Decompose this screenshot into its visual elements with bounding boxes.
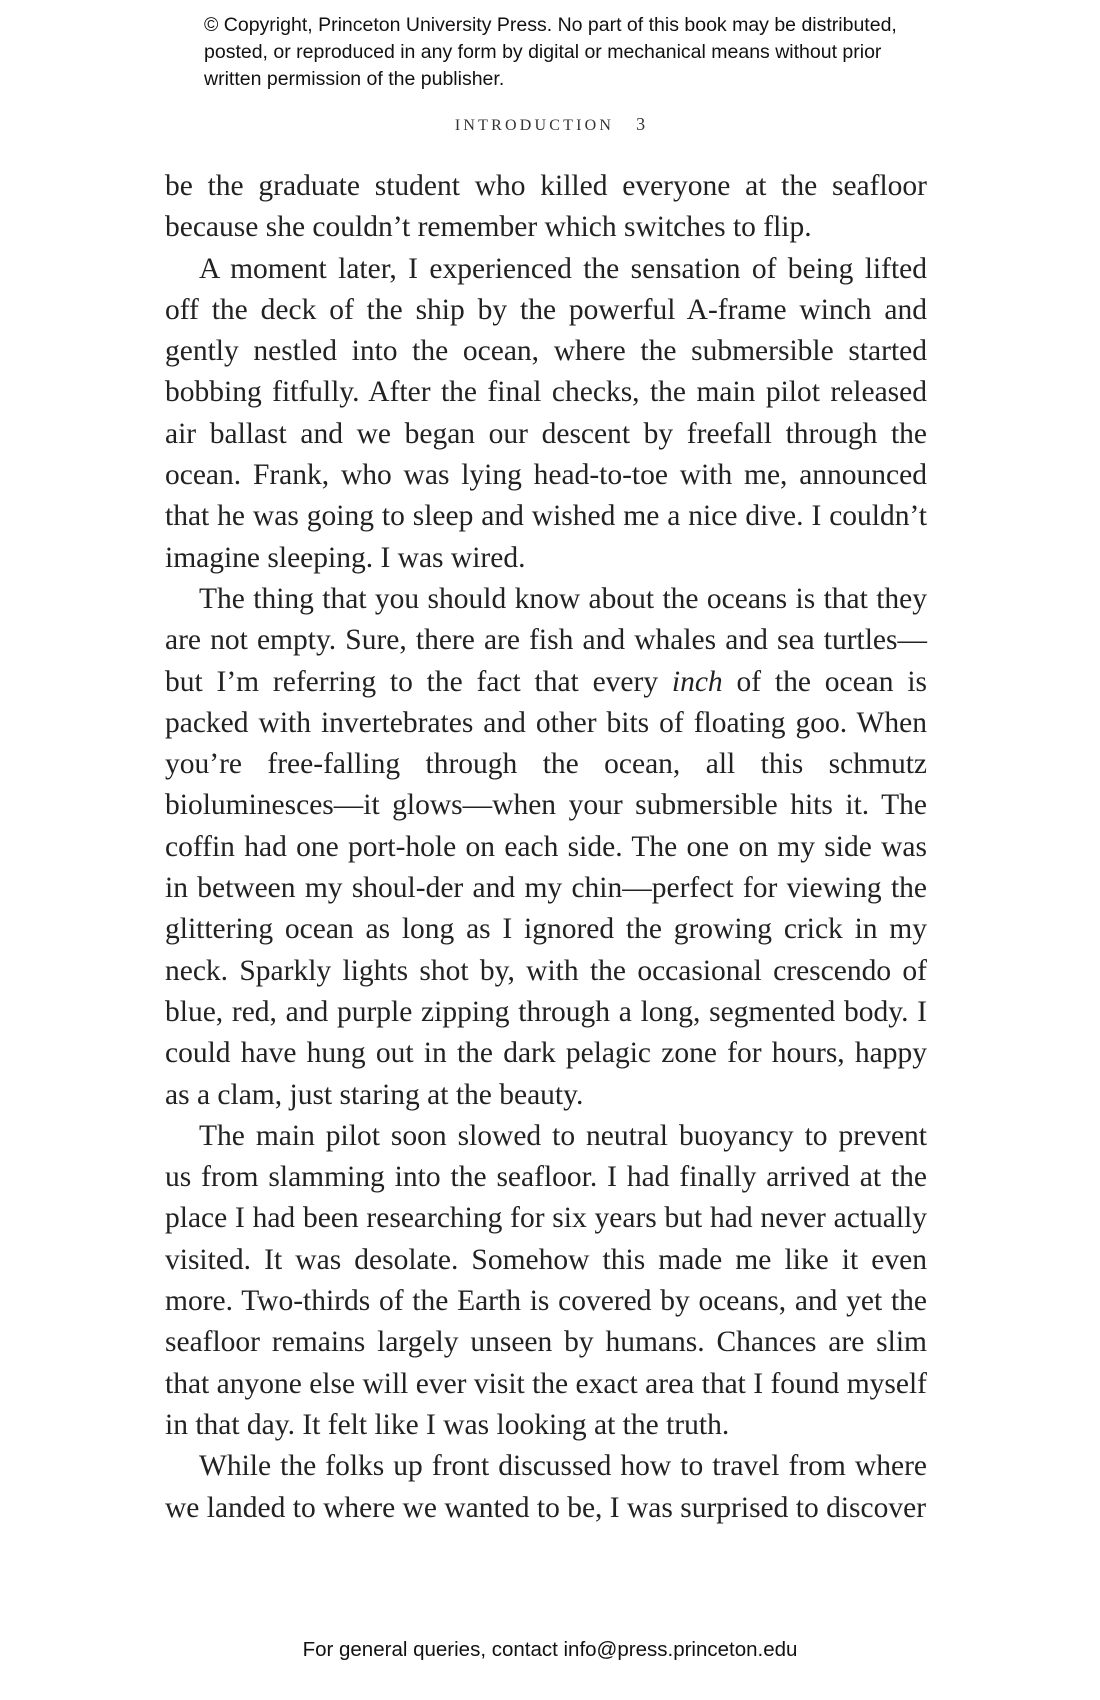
page-number: 3 (636, 114, 646, 134)
paragraph-3 (165, 579, 927, 1116)
copyright-notice: © Copyright, Princeton University Press. No part of this book may be distributed, posted, or reproduced in any form by digital or mechanical means without prior written permission of the publisher. (204, 14, 897, 90)
paragraph-3-text-a: The thing that you should know about the oceans is that they are not empty. Sure, there are fish and whales and sea turtles—but I’m referring to the fact that every (165, 582, 927, 698)
running-head-section: INTRODUCTION (454, 117, 615, 134)
body-text (165, 166, 927, 1529)
paragraph-2: A moment later, I experienced the sensation of being lifted off the deck of the ship by the powerful A-frame winch and gently nestled into the ocean, where the submersible started bobbing fitfully. After the final checks, the main pilot released air ballast and we began our descent by freefall through the ocean. Frank, who was lying head-to-toe with me, announced that he was going to sleep and wished me a nice dive. I couldn’t imagine sleeping. I was wired. (165, 252, 927, 574)
paragraph-3-italic-word: inch (671, 665, 723, 698)
paragraph-5: While the folks up front discussed how to travel from where we landed to where we wanted to be, I was surprised to discover (165, 1450, 927, 1524)
paragraph-1: be the graduate student who killed everyone at the seafloor because she couldn’t remember which switches to flip. (165, 170, 927, 244)
running-head (0, 114, 1100, 135)
paragraph-4: The main pilot soon slowed to neutral buoyancy to prevent us from slamming into the seafloor. I had finally arrived at the place I had been researching for six years but had never actually visited. It was desolate. Somehow this made me like it even more. Two-thirds of the Earth is covered by oceans, and yet the seafloor remains largely unseen by humans. Chances are slim that anyone else will ever visit the exact area that I found myself in that day. It felt like I was looking at the truth. (165, 1119, 927, 1441)
footer-contact: For general queries, contact info@press.princeton.edu (302, 1638, 798, 1661)
paragraph-3-text-b: of the ocean is packed with invertebrates and other bits of floating goo. When you’re free-falling through the ocean, all this schmutz bioluminesces—it glows—when your submersible hits it. The coffin had one port-hole on each side. The one on my side was in between my shoul-der and my chin—perfect for viewing the glittering ocean as long as I ignored the growing crick in my neck. Sparkly lights shot by, with the occasional crescendo of blue, red, and purple zipping through a long, segmented body. I could have hung out in the dark pelagic zone for hours, happy as a clam, just staring at the beauty. (165, 665, 927, 1111)
